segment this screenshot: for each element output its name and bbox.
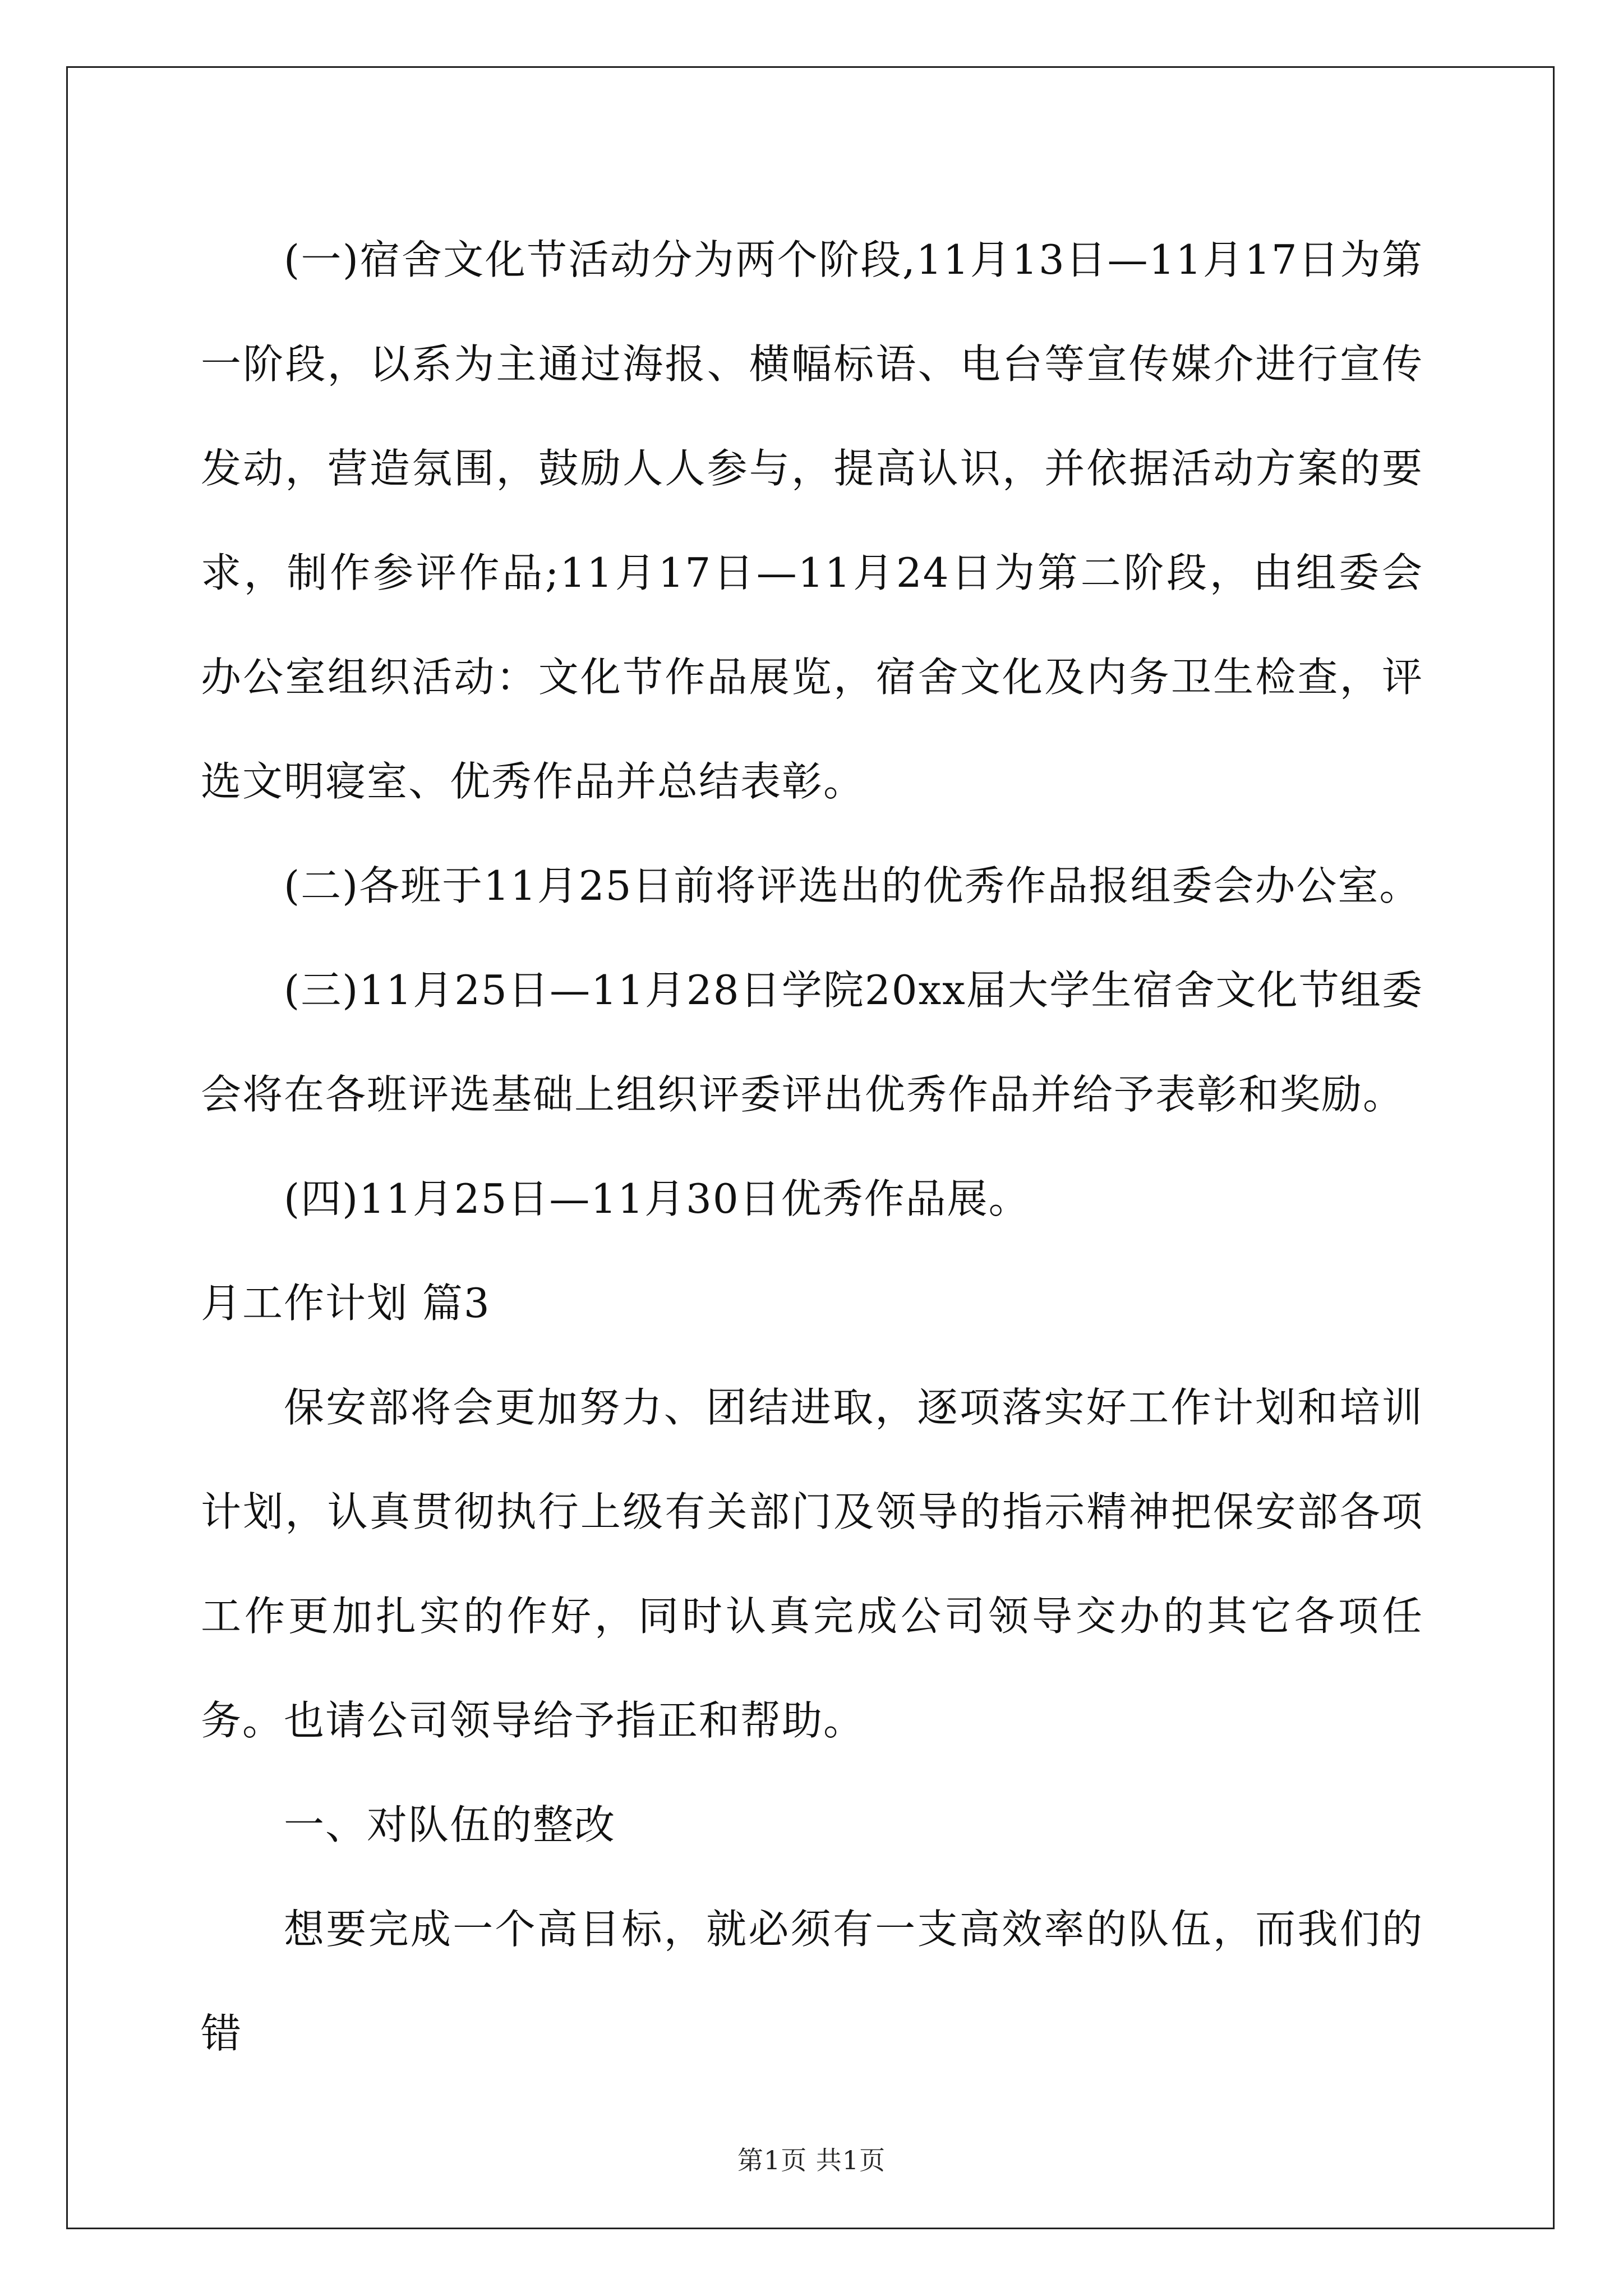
paragraph-security-intro: 保安部将会更加努力、团结进取，逐项落实好工作计划和培训计划，认真贯彻执行上级有关部门及领导的指示精神把保安部各项工作更加扎实的作好，同时认真完成公司领导交办的其它各项任务。也请公司领导给予指正和帮助。	[201, 1384, 1423, 1744]
paragraph-stage-one: (一)宿舍文化节活动分为两个阶段,11月13日—11月17日为第一阶段，以系为主通过海报、横幅标语、电台等宣传媒介进行宣传发动，营造氛围，鼓励人人参与，提高认识，并依据活动方案的要求，制作参评作品;11月17日—11月24日为第二阶段，由组委会办公室组织活动：文化节作品展览，宿舍文化及内务卫生检查，评选文明寝室、优秀作品并总结表彰。	[201, 236, 1423, 805]
section-heading: 月工作计划 篇3	[201, 1280, 491, 1327]
document-body	[201, 208, 1423, 2086]
paragraph-stage-three: (三)11月25日—11月28日学院20xx届大学生宿舍文化节组委会将在各班评选基础上组织评委评出优秀作品并给予表彰和奖励。	[201, 967, 1423, 1118]
subheading-team-rectification: 一、对队伍的整改	[284, 1801, 616, 1848]
paragraph-stage-two: (二)各班于11月25日前将评选出的优秀作品报组委会办公室。	[284, 862, 1421, 909]
paragraph-stage-four: (四)11月25日—11月30日优秀作品展。	[284, 1175, 1030, 1222]
page-number-footer: 第1页 共1页	[737, 2145, 886, 2175]
paragraph-team-goal: 想要完成一个高目标，就必须有一支高效率的队伍，而我们的错	[201, 1906, 1423, 2057]
